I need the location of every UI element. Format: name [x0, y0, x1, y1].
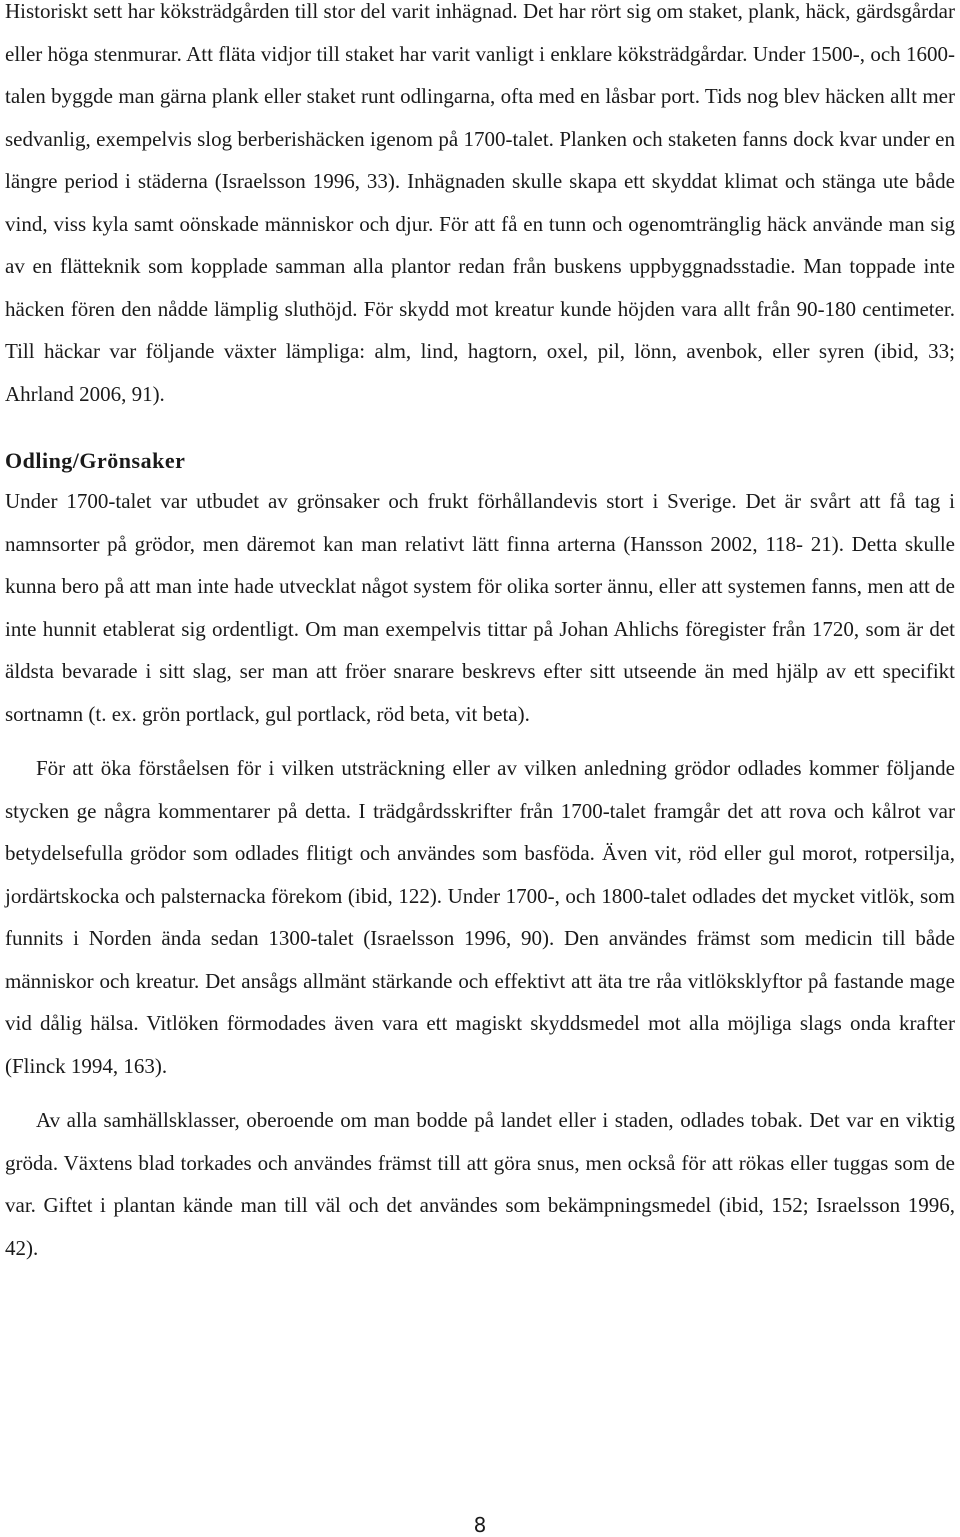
paragraph-crops: För att öka förståelsen för i vilken utsträckning eller av vilken anledning grödor odlades kommer följande stycken ge några kommentarer på detta. I trädgårdsskrifter från 1700-talet framgår det att rova och kålrot var betydelsefulla grödor som odlades flitigt och användes som basföda. Även vit, röd eller gul morot, rotpersilja, jordärtskocka och palsternacka förekom (ibid, 122). Under 1700-, och 1800-talet odlades det mycket vitlök, som funnits i Norden ända sedan 1300-talet (Israelsson 1996, 90). Den användes främst som medicin till både människor och kreatur. Det ansågs allmänt stärkande och effektivt att äta tre råa vitlöksklyftor på fastande mage vid dålig hälsa. Vitlöken förmodades även vara ett magiskt skyddsmedel mot alla möjliga slags onda krafter (Flinck 1994, 163).: [5, 756, 955, 1078]
paragraph-enclosures: Historiskt sett har köksträdgården till stor del varit inhägnad. Det har rört sig om staket, plank, häck, gärdsgårdar eller höga stenmurar. Att fläta vidjor till staket har varit vanligt i enklare köksträdgårdar. Under 1500-, och 1600-talen byggde man gärna plank eller staket runt odlingarna, ofta med en låsbar port. Tids nog blev häcken allt mer sedvanlig, exempelvis slog berberishäcken igenom på 1700-talet. Planken och staketen fanns dock kvar under en längre period i städerna (Israelsson 1996, 33). Inhägnaden skulle skapa ett skyddat klimat och stänga ute både vind, viss kyla samt oönskade människor och djur. För att få en tunn och ogenomtränglig häck använde man sig av en flätteknik som kopplade samman alla plantor redan från buskens uppbyggnadsstadie. Man toppade inte häcken fören den nådde lämplig sluthöjd. För skydd mot kreatur kunde höjden vara allt från 90-180 centimeter. Till häckar var följande växter lämpliga: alm, lind, hagtorn, oxel, pil, lönn, avenbok, eller syren (ibid, 33; Ahrland 2006, 91).: [5, 0, 955, 406]
paragraph-vegetables: Under 1700-talet var utbudet av grönsaker och frukt förhållandevis stort i Sverige. Det är svårt att få tag i namnsorter på grödor, men däremot kan man relativt lätt finna arterna (Hansson 2002, 118- 21). Detta skulle kunna bero på att man inte hade utvecklat något system för olika sorter ännu, eller att systemen fanns, men att de inte hunnit etablerat sig ordentligt. Om man exempelvis tittar på Johan Ahlichs föregister från 1720, som är det äldsta bevarade i sitt slag, ser man att fröer snarare beskrevs efter sitt utseende än med hjälp av ett specifikt sortnamn (t. ex. grön portlack, gul portlack, röd beta, vit beta).: [5, 489, 955, 726]
document-page: [5, 0, 955, 1269]
section-heading: Odling/Grönsaker: [5, 448, 186, 473]
page-number: 8: [473, 1513, 487, 1537]
paragraph-tobacco: Av alla samhällsklasser, oberoende om man bodde på landet eller i staden, odlades tobak. Det var en viktig gröda. Växtens blad torkades och användes främst till att göra snus, men också för att rökas eller tuggas som de var. Giftet i plantan kände man till väl och det användes som bekämpningsmedel (ibid, 152; Israelsson 1996, 42).: [5, 1108, 955, 1260]
